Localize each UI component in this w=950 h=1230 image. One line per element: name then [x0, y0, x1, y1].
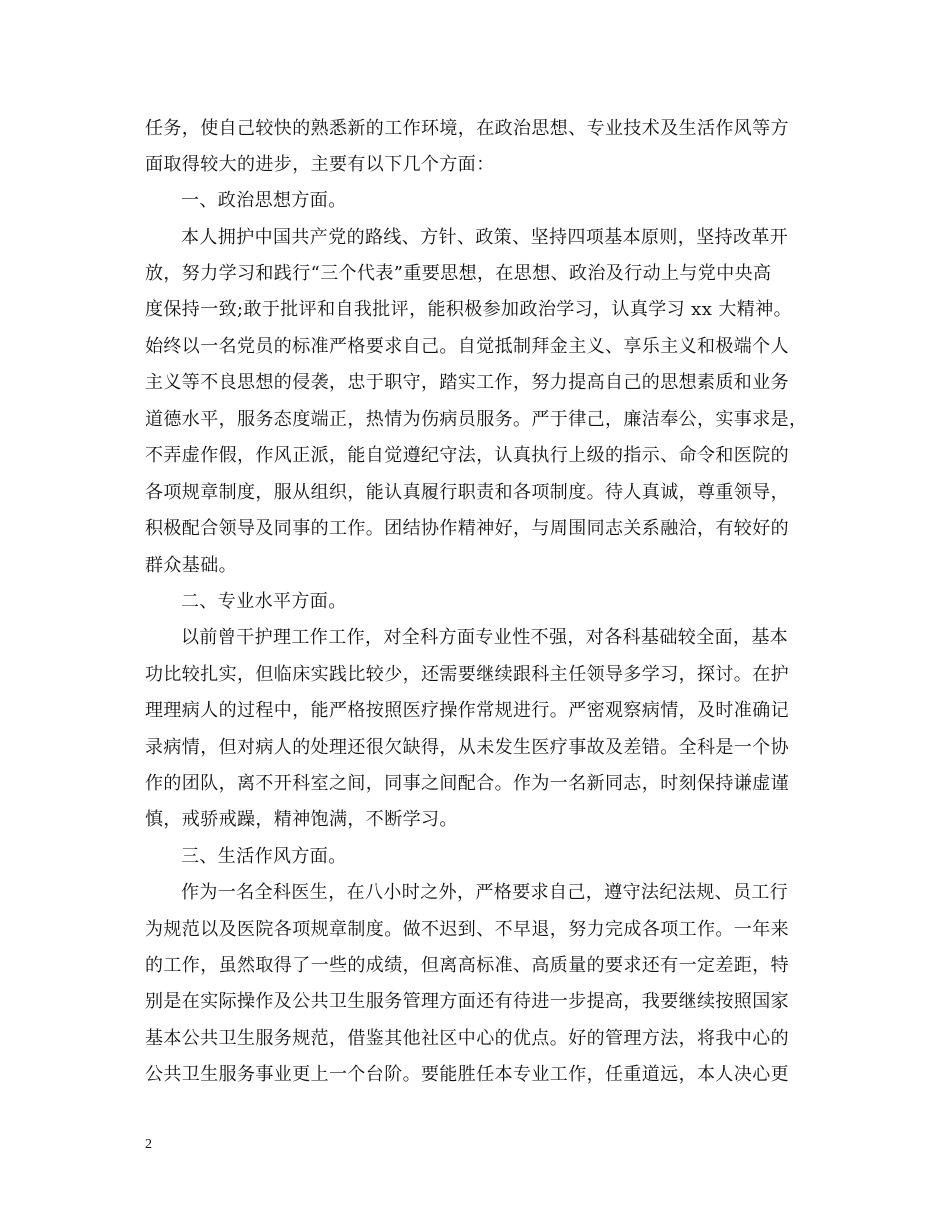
paragraph-line: 主义等不良思想的侵袭，忠于职守，踏实工作，努力提高自己的思想素质和业务	[145, 372, 789, 393]
paragraph-line: 各项规章制度，服从组织，能认真履行职责和各项制度。待人真诚，尊重领导，	[145, 482, 789, 503]
paragraph-line: 道德水平，服务态度端正，热情为伤病员服务。严于律己，廉洁奉公，实事求是，	[145, 409, 808, 430]
paragraph-line: 慎，戒骄戒躁，精神饱满，不断学习。	[145, 809, 458, 830]
paragraph-line: 面取得较大的进步，主要有以下几个方面：	[145, 154, 495, 175]
paragraph-line: 度保持一致;敢于批评和自我批评，能积极参加政治学习，认真学习 xx 大精神。	[145, 299, 793, 320]
paragraph-line: 积极配合领导及同事的工作。团结协作精神好，与周围同志关系融洽，有较好的	[145, 518, 789, 539]
paragraph-line: 理理病人的过程中，能严格按照医疗操作常规进行。严密观察病情，及时准确记	[145, 700, 789, 721]
paragraph-line: 为规范以及医院各项规章制度。做不迟到、不早退，努力完成各项工作。一年来	[145, 919, 789, 940]
paragraph-line: 基本公共卫生服务规范，借鉴其他社区中心的优点。好的管理方法，将我中心的	[145, 1028, 789, 1049]
section-heading: 三、生活作风方面。	[181, 846, 347, 867]
paragraph-line: 群众基础。	[145, 555, 237, 576]
paragraph-line: 录病情，但对病人的处理还很欠缺得，从未发生医疗事故及差错。全科是一个协	[145, 737, 789, 758]
paragraph-line: 作的团队，离不开科室之间，同事之间配合。作为一名新同志，时刻保持谦虚谨	[145, 773, 789, 794]
paragraph-line: 的工作，虽然取得了一些的成绩，但离高标准、高质量的要求还有一定差距，特	[145, 955, 789, 976]
paragraph-line: 始终以一名党员的标准严格要求自己。自觉抵制拜金主义、享乐主义和极端个人	[145, 336, 789, 357]
section-heading: 二、专业水平方面。	[181, 591, 347, 612]
page-number: 2	[145, 1137, 152, 1152]
section-heading: 一、政治思想方面。	[181, 190, 347, 211]
paragraph-line: 任务，使自己较快的熟悉新的工作环境，在政治思想、专业技术及生活作风等方	[145, 118, 789, 139]
paragraph-line: 作为一名全科医生，在八小时之外，严格要求自己，遵守法纪法规、员工行	[181, 882, 789, 903]
paragraph-line: 以前曾干护理工作工作，对全科方面专业性不强，对各科基础较全面，基本	[181, 627, 789, 648]
paragraph-line: 不弄虚作假，作风正派，能自觉遵纪守法，认真执行上级的指示、命令和医院的	[145, 445, 789, 466]
paragraph-line: 公共卫生服务事业更上一个台阶。要能胜任本专业工作，任重道远，本人决心更	[145, 1064, 789, 1085]
paragraph-line: 本人拥护中国共产党的路线、方针、政策、坚持四项基本原则，坚持改革开	[181, 227, 789, 248]
paragraph-line: 放，努力学习和践行“三个代表”重要思想，在思想、政治及行动上与党中央高	[145, 263, 772, 284]
paragraph-line: 别是在实际操作及公共卫生服务管理方面还有待进一步提高，我要继续按照国家	[145, 991, 789, 1012]
paragraph-line: 功比较扎实，但临床实践比较少，还需要继续跟科主任领导多学习，探讨。在护	[145, 664, 789, 685]
